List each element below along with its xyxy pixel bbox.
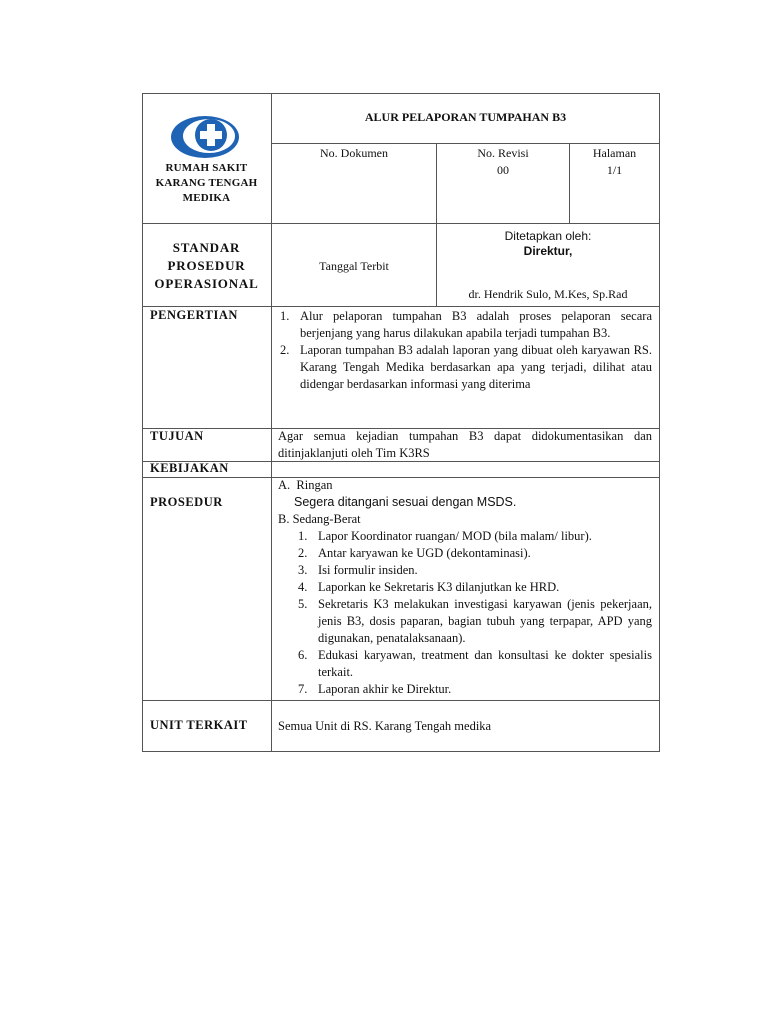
ditetapkan-block (437, 229, 659, 259)
list-item (274, 342, 652, 393)
sop-label-line: PROSEDUR (167, 258, 246, 273)
hospital-name-line: MEDIKA (182, 192, 231, 204)
item-text: Lapor Koordinator ruangan/ MOD (bila malam/ libur). (318, 529, 592, 543)
prosedur-a-letter: A. (278, 478, 291, 492)
item-text: Laporan akhir ke Direktur. (318, 682, 452, 696)
list-item (278, 579, 652, 596)
item-number: 2. (280, 343, 290, 357)
item-number: 6. (298, 648, 308, 662)
prosedur-a-heading (278, 477, 652, 494)
tujuan-label: TUJUAN (150, 429, 204, 443)
list-item (278, 647, 652, 681)
halaman-value: 1/1 (606, 163, 623, 177)
no-dokumen-label: No. Dokumen (320, 146, 388, 160)
pengertian-label: PENGERTIAN (150, 308, 238, 322)
item-number: 7. (298, 682, 308, 696)
list-item (278, 528, 652, 545)
sop-document (142, 93, 660, 752)
divider (271, 93, 272, 752)
item-number: 1. (298, 529, 308, 543)
item-text: Sekretaris K3 melakukan investigasi karyawan (jenis pekerjaan, jenis B3, dosis paparan, bagian tubuh yang terpapar, APD yang digunakan, penatalaksanaan). (318, 597, 652, 645)
hospital-name-line: KARANG TENGAH (155, 177, 258, 189)
item-number: 2. (298, 546, 308, 560)
list-item (278, 562, 652, 579)
no-revisi-label: No. Revisi (477, 146, 529, 160)
item-number: 4. (298, 580, 308, 594)
sop-label (142, 239, 271, 293)
item-text: Laporkan ke Sekretaris K3 dilanjutkan ke HRD. (318, 580, 560, 594)
prosedur-content (278, 477, 652, 698)
item-number: 3. (298, 563, 308, 577)
sop-label-line: OPERASIONAL (154, 276, 259, 291)
ditetapkan-role: Direktur, (523, 244, 573, 258)
border-right (659, 93, 660, 752)
item-text: Edukasi karyawan, treatment dan konsultasi ke dokter spesialis terkait. (318, 648, 652, 679)
halaman-label: Halaman (592, 146, 637, 160)
item-number: 5. (298, 597, 308, 611)
kebijakan-label: KEBIJAKAN (150, 461, 229, 475)
item-number: 1. (280, 309, 290, 323)
tujuan-text: Agar semua kejadian tumpahan B3 dapat didokumentasikan dan ditinjaklanjuti oleh Tim K3RS (278, 429, 652, 460)
prosedur-a-text: Segera ditangani sesuai dengan MSDS. (294, 495, 517, 509)
tanggal-terbit-label: Tanggal Terbit (319, 259, 389, 273)
prosedur-a-title: Ringan (296, 478, 333, 492)
item-text: Alur pelaporan tumpahan B3 adalah proses pelaporan secara berjenjang yang harus dilakukan apabila terjadi tumpahan B3. (300, 309, 652, 340)
no-revisi-cell (437, 145, 569, 179)
red-cross-icon (168, 111, 242, 163)
unit-terkait-text: Semua Unit di RS. Karang Tengah medika (278, 719, 492, 733)
list-item (274, 308, 652, 342)
hospital-name-line: RUMAH SAKIT (165, 162, 248, 174)
sop-label-line: STANDAR (172, 240, 241, 255)
unit-terkait-label: UNIT TERKAIT (150, 718, 248, 732)
no-revisi-value: 00 (497, 163, 509, 177)
list-item (278, 545, 652, 562)
no-dokumen-cell (272, 145, 436, 162)
hospital-block (142, 93, 271, 223)
divider (271, 143, 660, 144)
item-text: Isi formulir insiden. (318, 563, 418, 577)
list-item (278, 681, 652, 698)
pengertian-content (274, 308, 652, 393)
item-text: Laporan tumpahan B3 adalah laporan yang dibuat oleh karyawan RS. Karang Tengah Medika berdasarkan apa yang terjadi, dilihat atau didengar berdasarkan informasi yang diterima (300, 343, 652, 391)
ditetapkan-label: Ditetapkan oleh: (504, 229, 592, 243)
document-title: ALUR PELAPORAN TUMPAHAN B3 (364, 110, 567, 124)
divider (142, 306, 660, 307)
prosedur-b-heading (278, 511, 652, 528)
halaman-cell (570, 145, 659, 179)
hospital-name (142, 161, 271, 206)
prosedur-b-letter: B. (278, 512, 290, 526)
divider (142, 223, 660, 224)
divider (142, 700, 660, 701)
prosedur-label: PROSEDUR (150, 495, 223, 509)
prosedur-b-title: Sedang-Berat (292, 512, 361, 526)
item-text: Antar karyawan ke UGD (dekontaminasi). (318, 546, 531, 560)
list-item (278, 596, 652, 647)
border-bottom (142, 751, 660, 752)
ditetapkan-name: dr. Hendrik Sulo, M.Kes, Sp.Rad (468, 287, 628, 301)
